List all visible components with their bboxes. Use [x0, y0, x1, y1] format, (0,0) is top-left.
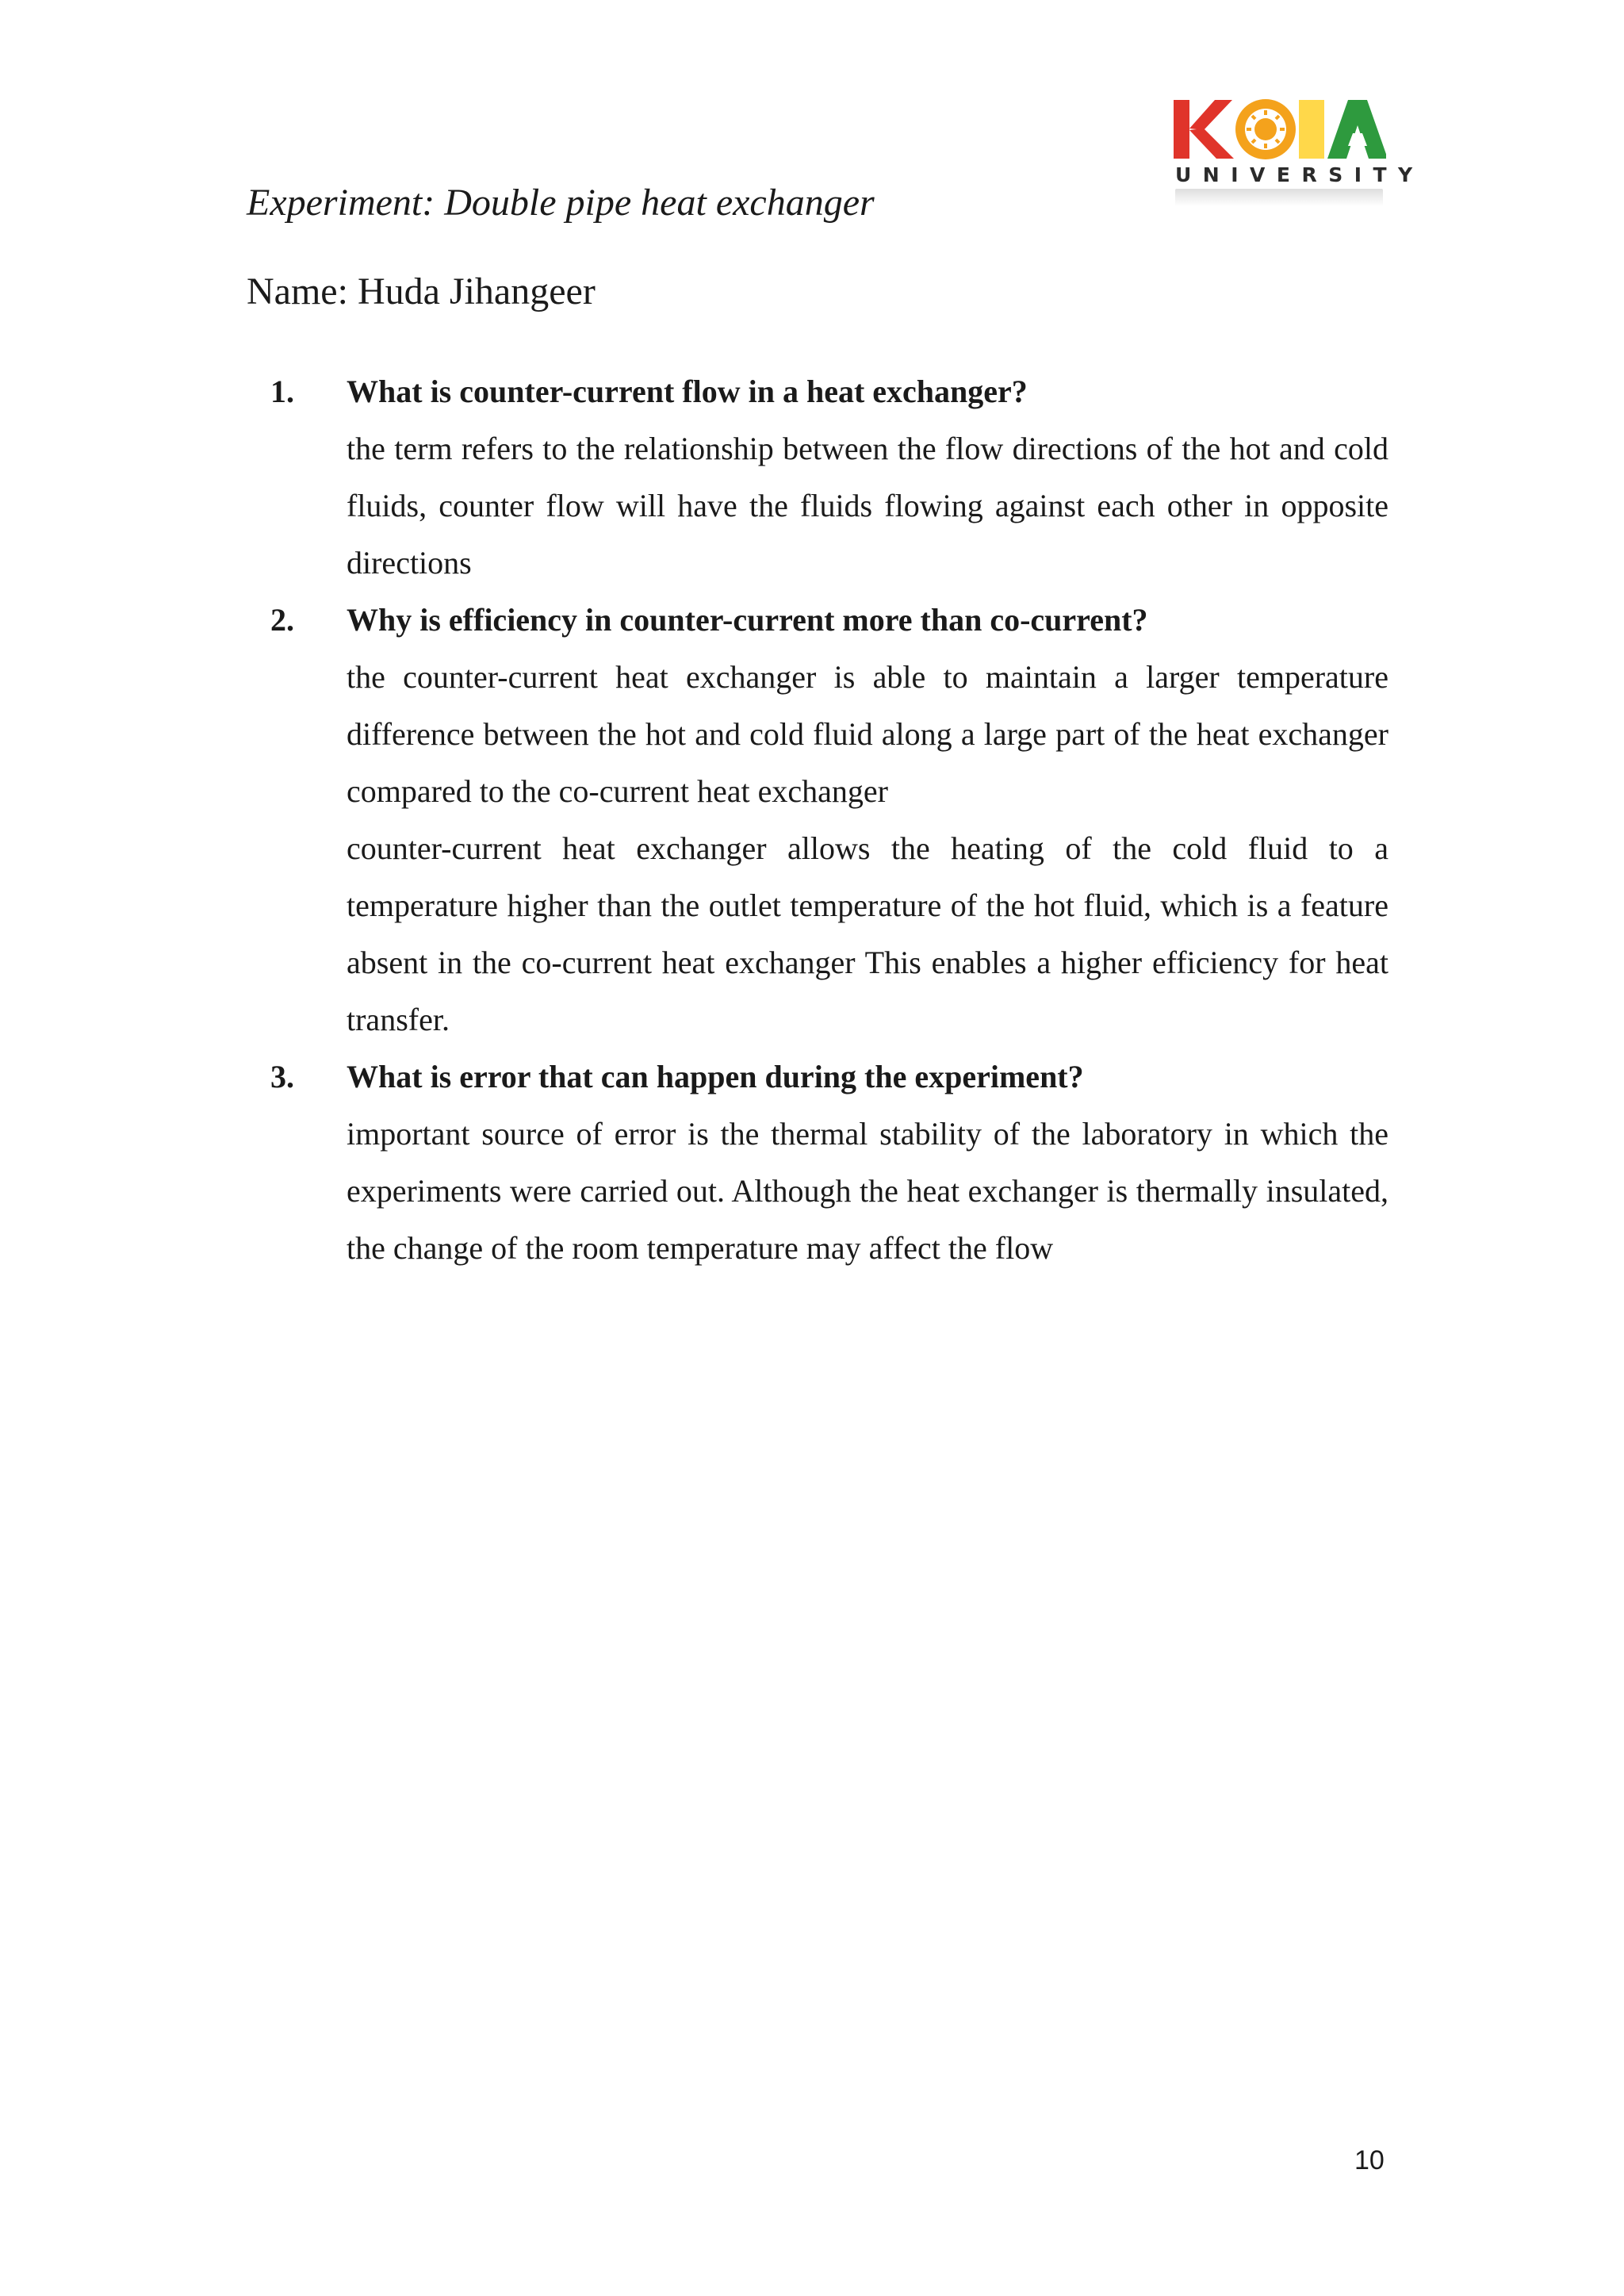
student-name: Name: Huda Jihangeer — [247, 270, 596, 312]
university-logo — [1172, 97, 1424, 208]
question-item — [247, 592, 1388, 1048]
experiment-title: Experiment: Double pipe heat exchanger — [247, 182, 875, 224]
question-number: 3. — [270, 1059, 294, 1094]
question-item — [247, 1048, 1388, 1277]
logo-mark — [1172, 97, 1386, 162]
logo-reflection — [1175, 189, 1383, 206]
page-number: 10 — [1354, 2145, 1385, 2175]
question-list — [247, 363, 1388, 1277]
answer-paragraph: important source of error is the thermal stability of the laboratory in which the experiments were carried out. Although the heat exchanger is thermally insulated, the change of the room temperature may affect the flow — [347, 1116, 1388, 1266]
answer-paragraph: the counter-current heat exchanger is able to maintain a larger temperature difference between the hot and cold fluid along a large part of the heat exchanger compared to the co-current heat exchanger — [347, 659, 1388, 809]
question-text: What is counter-current flow in a heat exchanger? — [347, 374, 1028, 409]
answer-paragraph: counter-current heat exchanger allows the heating of the cold fluid to a temperature higher than the outlet temperature of the hot fluid, which is a feature absent in the co-current heat exchanger This enables a higher efficiency for heat transfer. — [347, 830, 1388, 1037]
logo-wordmark: UNIVERSITY — [1175, 163, 1424, 186]
question-item — [247, 363, 1388, 592]
answer-paragraph: the term refers to the relationship between the flow directions of the hot and cold fluids, counter flow will have the fluids flowing against each other in opposite directions — [347, 431, 1388, 581]
question-text: Why is efficiency in counter-current more than co-current? — [347, 602, 1148, 638]
question-number: 2. — [270, 602, 294, 638]
question-text: What is error that can happen during the experiment? — [347, 1059, 1084, 1094]
question-number: 1. — [270, 374, 294, 409]
